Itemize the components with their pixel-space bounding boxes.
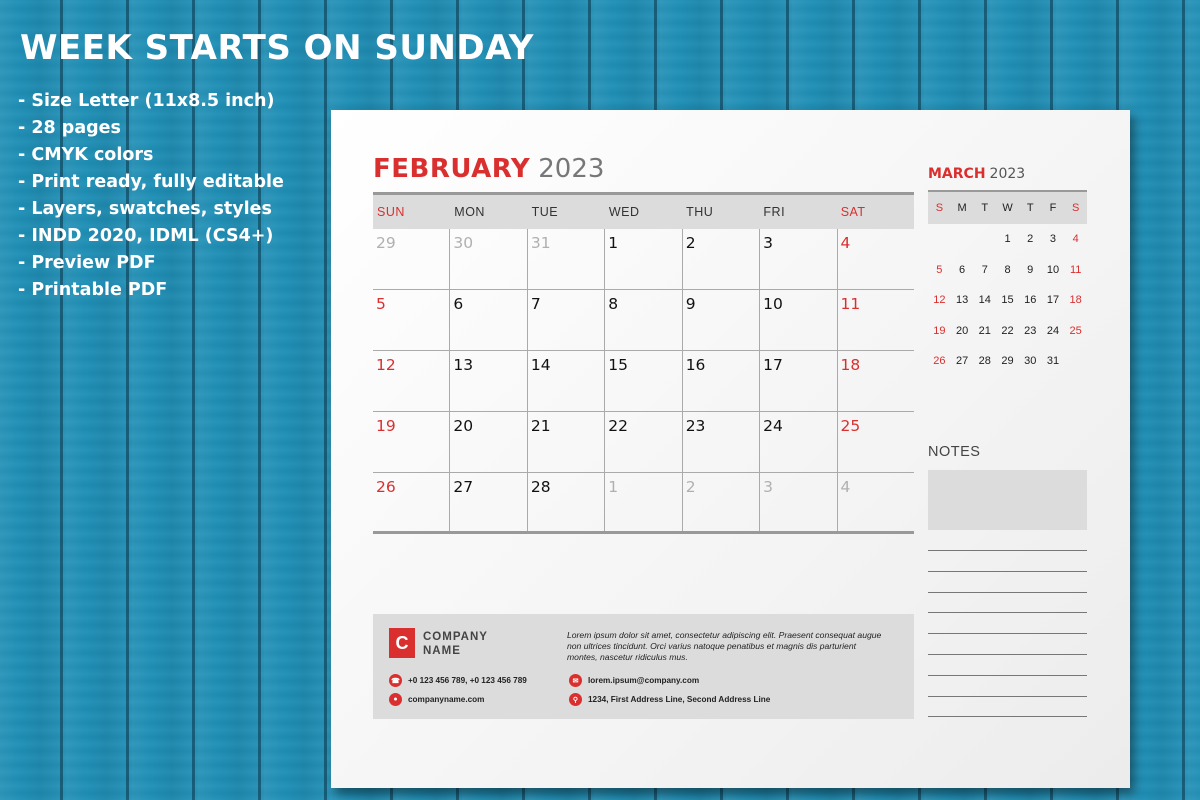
mini-day: 5 <box>936 263 943 276</box>
notes-box <box>928 470 1087 530</box>
day-cell: 4 <box>837 229 914 289</box>
mini-day: 19 <box>933 324 946 337</box>
mini-day: 18 <box>1069 294 1082 307</box>
mini-day: 11 <box>1069 263 1082 276</box>
mini-day: 12 <box>933 294 946 307</box>
company-name-line2: NAME <box>423 645 461 657</box>
mini-day: 28 <box>978 355 991 368</box>
feature-item: - CMYK colors <box>18 145 154 165</box>
mini-grid <box>928 190 1087 377</box>
mini-week-row <box>928 255 1087 286</box>
mini-day: 7 <box>981 263 988 276</box>
mini-week-row <box>928 346 1087 377</box>
week-row <box>373 412 914 473</box>
mini-day: 21 <box>978 324 991 337</box>
calendar-sheet <box>331 110 1130 788</box>
mini-day: 17 <box>1046 294 1060 307</box>
mini-weekday-label: M <box>957 202 967 214</box>
mini-day: 9 <box>1027 263 1034 276</box>
mini-day: 20 <box>955 324 969 337</box>
mini-day: 16 <box>1024 294 1037 307</box>
day-cell: 7 <box>527 290 604 350</box>
mini-day: 2 <box>1027 233 1034 246</box>
week-row <box>373 351 914 412</box>
mini-week-row <box>928 224 1087 255</box>
day-cell: 17 <box>759 351 836 411</box>
day-cell: 11 <box>837 290 914 350</box>
note-line <box>928 550 1087 551</box>
day-cell: 19 <box>376 417 396 435</box>
note-line <box>928 716 1087 717</box>
weekday-label: TUE <box>531 205 559 219</box>
day-cell: 27 <box>449 473 526 531</box>
day-cell: 15 <box>604 351 681 411</box>
day-cell: 20 <box>449 412 526 472</box>
day-cell: 14 <box>527 351 604 411</box>
adjacent-month-day-cell: 31 <box>527 229 604 289</box>
adjacent-month-day-cell: 4 <box>837 473 914 531</box>
week-row <box>373 290 914 351</box>
day-cell: 13 <box>449 351 526 411</box>
mini-day: 14 <box>978 294 991 307</box>
month-grid <box>373 192 914 534</box>
feature-item: - Printable PDF <box>18 280 168 300</box>
mini-day: 8 <box>1004 263 1011 276</box>
feature-item: - Size Letter (11x8.5 inch) <box>18 91 275 111</box>
mail-icon: ✉ <box>569 674 582 687</box>
address-text: 1234, First Address Line, Second Address Line <box>588 695 771 704</box>
mini-weekday-label: W <box>1002 202 1013 214</box>
month-title <box>373 154 604 184</box>
mini-day: 6 <box>959 263 966 276</box>
month-year: 2023 <box>538 154 605 184</box>
company-logo: C <box>389 628 415 658</box>
location-pin-icon: ⚲ <box>569 693 582 706</box>
feature-item: - Layers, swatches, styles <box>18 199 272 219</box>
mini-month-year: 2023 <box>989 166 1026 182</box>
note-line <box>928 654 1087 655</box>
adjacent-month-day-cell: 1 <box>604 473 681 531</box>
day-cell: 24 <box>759 412 836 472</box>
globe-icon: ● <box>389 693 402 706</box>
day-cell: 23 <box>682 412 759 472</box>
mini-week-row <box>928 316 1087 347</box>
address-contact <box>569 693 770 706</box>
feature-item: - INDD 2020, IDML (CS4+) <box>18 226 274 246</box>
feature-list <box>18 88 284 304</box>
mini-calendar-title <box>928 166 1087 182</box>
day-cell: 18 <box>837 351 914 411</box>
mini-day: 25 <box>1069 324 1082 337</box>
mini-weekday-label: F <box>1049 202 1057 214</box>
mini-calendar <box>928 166 1087 377</box>
note-line <box>928 612 1087 613</box>
day-cell: 6 <box>449 290 526 350</box>
mini-weekday-label: T <box>1026 202 1034 214</box>
feature-item: - Preview PDF <box>18 253 156 273</box>
day-cell: 10 <box>759 290 836 350</box>
day-cell: 21 <box>527 412 604 472</box>
note-line <box>928 696 1087 697</box>
mini-day: 24 <box>1046 324 1060 337</box>
adjacent-month-day-cell: 2 <box>682 473 759 531</box>
day-cell: 1 <box>604 229 681 289</box>
mini-month-name: MARCH <box>928 166 986 182</box>
mini-day: 23 <box>1024 324 1037 337</box>
day-cell: 22 <box>604 412 681 472</box>
mini-day: 26 <box>933 355 946 368</box>
mini-day: 31 <box>1046 355 1060 368</box>
mini-weekday-header <box>928 192 1087 224</box>
note-line <box>928 571 1087 572</box>
note-line <box>928 675 1087 676</box>
mini-day: 10 <box>1046 263 1060 276</box>
day-cell: 3 <box>759 229 836 289</box>
day-cell: 28 <box>527 473 604 531</box>
day-cell: 8 <box>604 290 681 350</box>
mini-day: 27 <box>955 355 969 368</box>
website-text: companyname.com <box>408 695 485 704</box>
company-description: Lorem ipsum dolor sit amet, consectetur adipiscing elit. Praesent consequat augue non ultrices tincidunt. Orci varius natoque penatibus et magnis dis parturient montes, nascetur ridiculus mus. <box>567 630 882 662</box>
mini-day: 30 <box>1024 355 1037 368</box>
adjacent-month-day-cell: 3 <box>759 473 836 531</box>
mini-weekday-label: S <box>935 202 944 214</box>
headline: WEEK STARTS ON SUNDAY <box>20 28 534 68</box>
adjacent-month-day-cell: 29 <box>376 234 396 252</box>
day-cell: 25 <box>837 412 914 472</box>
weekday-label: WED <box>608 205 640 219</box>
notes-title: NOTES <box>928 444 981 460</box>
day-cell: 26 <box>376 478 396 496</box>
company-footer <box>373 614 914 719</box>
phone-icon: ☎ <box>389 674 402 687</box>
mini-day: 3 <box>1049 233 1057 246</box>
weekday-label: MON <box>454 205 485 219</box>
mini-day: 29 <box>1001 355 1014 368</box>
mini-week-row <box>928 285 1087 316</box>
mini-day: 4 <box>1072 233 1079 246</box>
mini-weekday-label: T <box>981 202 989 214</box>
company-name <box>423 630 513 658</box>
weekday-label: SUN <box>377 205 405 219</box>
phone-text: +0 123 456 789, +0 123 456 789 <box>408 676 527 685</box>
feature-item: - 28 pages <box>18 118 121 138</box>
day-cell: 2 <box>682 229 759 289</box>
mini-day: 1 <box>1004 233 1011 246</box>
company-name-line1: COMPANY <box>423 631 488 643</box>
week-row <box>373 473 914 534</box>
month-name: FEBRUARY <box>373 154 531 184</box>
note-line <box>928 633 1087 634</box>
email-text: lorem.ipsum@company.com <box>588 676 700 685</box>
mini-weekday-label: S <box>1072 202 1080 214</box>
day-cell: 16 <box>682 351 759 411</box>
weekday-label: FRI <box>763 205 786 219</box>
weekday-label: THU <box>686 205 714 219</box>
day-cell: 5 <box>376 295 386 313</box>
weekday-label: SAT <box>840 205 866 219</box>
week-row <box>373 229 914 290</box>
website-contact <box>389 693 484 706</box>
day-cell: 12 <box>376 356 396 374</box>
email-contact <box>569 674 699 687</box>
mini-day: 15 <box>1001 294 1014 307</box>
day-cell: 9 <box>682 290 759 350</box>
mini-day: 22 <box>1001 324 1014 337</box>
weekday-header <box>373 195 914 229</box>
phone-contact <box>389 674 527 687</box>
note-line <box>928 592 1087 593</box>
mini-day: 13 <box>955 294 969 307</box>
feature-item: - Print ready, fully editable <box>18 172 284 192</box>
adjacent-month-day-cell: 30 <box>449 229 526 289</box>
